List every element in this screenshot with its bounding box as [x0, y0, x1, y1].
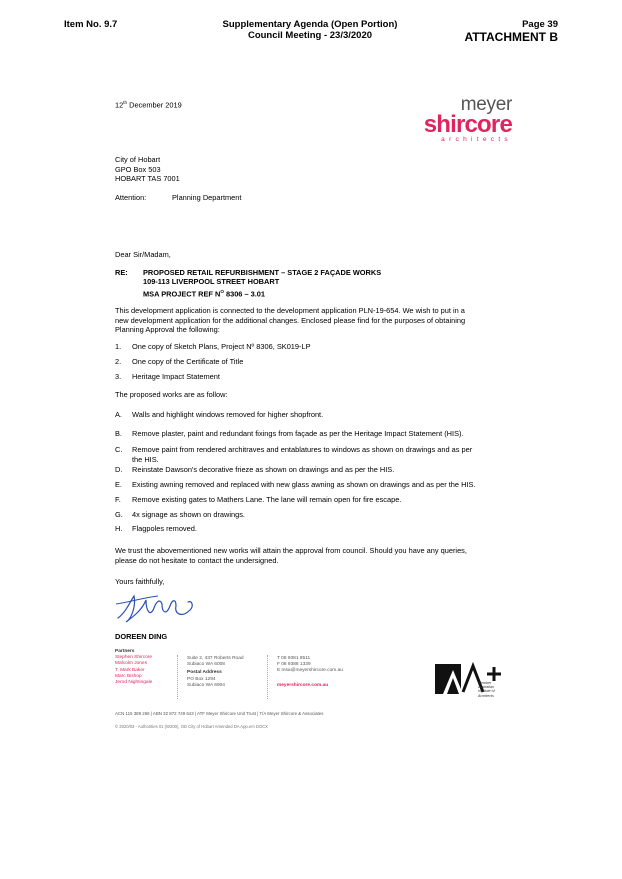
signature-image — [112, 588, 202, 628]
re-label: RE: — [115, 268, 128, 277]
agenda-line-1: Supplementary Agenda (Open Portion) — [222, 19, 398, 30]
document-stamp: © 2020/03 - Authorities 01 (W200), OD City of Hobart Amended DA App.em DOCX — [115, 724, 268, 729]
divider — [267, 655, 268, 699]
fax: F 08 9388 1339 — [277, 662, 311, 668]
closing-paragraph: We trust the abovementioned new works will attain the approval from council. Should you have any queries, please do not hesitate to contact the undersigned. — [115, 546, 467, 565]
works-list: A. Walls and highlight windows removed for higher shopfront. B. Remove plaster, paint and redundant fixings from façade as per the Heritage Impact Statement (HIS). C. Remove paint from rendered architraves and entablatures to windows as shown on drawings and as per the HIS. D. Reinstate Dawson's decorative frieze as shown on drawings and as per the HIS. E. Existing awning removed and replaced with new glass awning as shown on drawings and as per the HIS. F. Remove existing gates to Mathers Lane. The lane will remain open for fire escape. G. 4x signage as shown on drawings. H. Flagpoles removed. — [115, 410, 476, 533]
logo-meyer: meyer — [460, 94, 512, 115]
logo-shircore: shircore — [423, 111, 512, 138]
recipient-address — [115, 155, 180, 184]
signatory-name: DOREEN DING — [115, 632, 168, 641]
re-subject — [143, 268, 381, 299]
signoff: Yours faithfully, — [115, 577, 165, 586]
attention-label: Attention: — [115, 193, 147, 202]
address-line: GPO Box 503 — [115, 164, 161, 174]
attachment-label: ATTACHMENT B — [464, 30, 558, 44]
phone: T 08 9381 8511 — [277, 656, 311, 661]
salutation: Dear Sir/Madam, — [115, 250, 171, 259]
registration-line: ACN 115 389 266 | ABN 32 872 749 643 | ATF Meyer Shircore Unit Trust | T/A Meyer Shircore & Associates — [115, 711, 324, 716]
divider — [177, 655, 178, 699]
agenda-line-2: Council Meeting - 23/3/2020 — [247, 30, 373, 41]
letter-date: 12th December 2019 — [115, 100, 182, 110]
agenda-title — [190, 19, 430, 41]
page-number: Page 39 — [522, 19, 558, 30]
aia-text: Member Australian Institute of Architects — [478, 681, 495, 698]
re-line-3: MSA PROJECT REF $N^O$ 8306 – 3.01 — [143, 288, 266, 299]
partners-block: Partners Stephen Shircore Malcolm Jones T. Mark Baker Marc Bishop Jerod Nightingale — [115, 649, 153, 686]
address-line: HOBART TAS 7001 — [115, 174, 180, 184]
logo-architects: architects — [441, 136, 512, 143]
intro-paragraph: This development application is connected to the development application PLN-19-654. We wish to put in a new development application for the additional changes. Enclosed please find for the purposes of obtaining Planning Approval the following: — [115, 306, 466, 335]
re-line-2: 109-113 LIVERPOOL STREET HOBART — [143, 277, 280, 287]
attention-value: Planning Department — [172, 193, 242, 202]
contact-block — [277, 656, 343, 689]
item-number: Item No. 9.7 — [64, 19, 118, 30]
email: E msa@meyershircore.com.au — [277, 668, 343, 674]
enclosure-list: 1. One copy of Sketch Plans, Project Nº 8306, SK019-LP 2. One copy of the Certificate of Title 3. Heritage Impact Statement — [115, 342, 311, 381]
address-line: City of Hobart — [115, 155, 161, 164]
re-line-1: PROPOSED RETAIL REFURBISHMENT – STAGE 2 FAÇADE WORKS — [143, 268, 382, 277]
aia-logo-icon — [435, 662, 507, 696]
website-link[interactable]: meyershircore.com.au — [277, 682, 329, 688]
address-block: Suite 2, 437 Roberts Road Subiaco WA 6008 Postal Address PO Box 1294 Subiaco WA 6904 — [187, 656, 244, 688]
company-logo — [404, 96, 512, 144]
works-intro: The proposed works are as follow: — [115, 390, 228, 399]
